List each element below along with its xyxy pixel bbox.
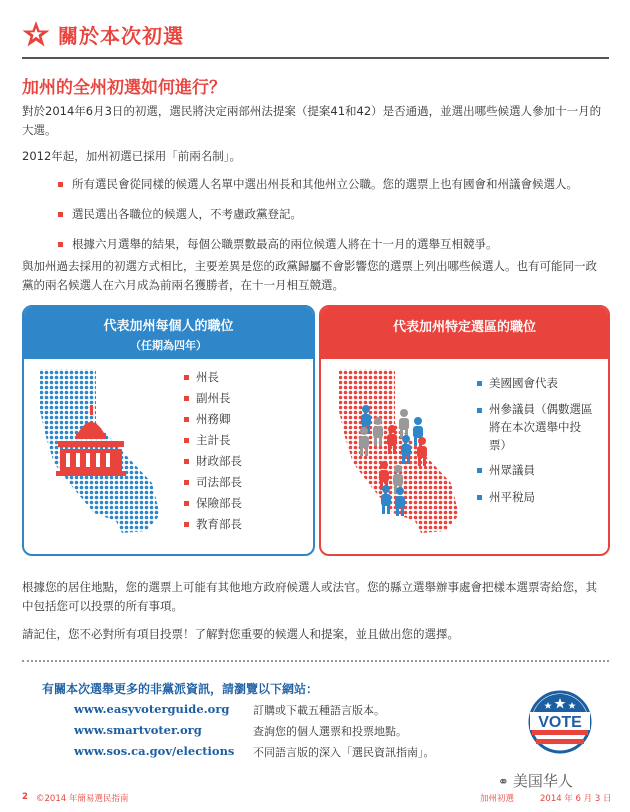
sos-elections-desc: 不同語言版的深入「選民資訊指南」。	[253, 746, 435, 759]
compare-paragraph: 與加州過去採用的初選方式相比，主要差異是您的政黨歸屬不會影響您的選票上列出哪些候選人。也有可能同一政黨的兩名候選人在六月成為前兩名獲勝者，在十一月相互競選。	[22, 259, 597, 292]
statewide-card-subtitle: （任期為四年）	[130, 339, 207, 352]
list-item: 州平稅局	[477, 487, 595, 508]
vote-badge-icon	[528, 690, 592, 754]
intro-paragraph: 對於2014年6月3日的初選，選民將決定兩部州法提案（提案41和42）是否通過，並選出哪些候選人參加十一月的大選。	[22, 104, 602, 137]
smartvoter-desc: 查詢您的個人選票和投票地點。	[253, 725, 407, 738]
bullet-square-icon	[184, 438, 189, 443]
bullet-square-icon	[477, 408, 482, 413]
list-item: 副州長	[184, 388, 242, 409]
easyvoterguide-link[interactable]: www.easyvoterguide.org	[74, 702, 230, 716]
list-item: 州眾議員	[477, 460, 595, 481]
ballot-paragraph: 根據您的居住地點，您的選票上可能有其他地方政府候選人或法官。您的縣立選舉辦事處會把樣本選票寄給您，其中包括您可以投票的所有事項。	[22, 580, 597, 613]
list-item: 所有選民會從同樣的候選人名單中選出州長和其他州立公職。您的選票上也有國會和州議會候選人。	[58, 176, 603, 193]
wechat-icon: ⚭	[498, 775, 509, 790]
list-item: 司法部長	[184, 472, 242, 493]
sos-elections-link[interactable]: www.sos.ca.gov/elections	[74, 744, 235, 758]
district-card-title: 代表加州特定選區的職位	[392, 320, 536, 335]
vote-badge-text: VOTE	[538, 714, 582, 731]
statewide-card	[22, 305, 315, 556]
statewide-card-title: 代表加州每個人的職位	[103, 319, 234, 334]
statewide-positions-list	[184, 367, 242, 535]
california-people-map-icon	[333, 365, 473, 549]
list-item: 州長	[184, 367, 242, 388]
bullet-square-icon	[477, 381, 482, 386]
section-title: 加州的全州初選如何進行？	[22, 78, 226, 98]
list-item: 財政部長	[184, 451, 242, 472]
bullet-square-icon	[58, 182, 63, 187]
list-item: 州參議員（偶數選區將在本次選舉中投票）	[477, 400, 595, 454]
district-positions-list	[477, 373, 595, 508]
resources-heading: 有關本次選舉更多的非黨派資訊，請瀏覽以下網站：	[42, 682, 319, 696]
since-paragraph: 2012年起，加州初選已採用「前兩名制」。	[22, 149, 242, 163]
page-number: 2	[22, 792, 28, 802]
bullet-square-icon	[477, 495, 482, 500]
list-item: 主計長	[184, 430, 242, 451]
copyright: ©2014 年簡易選民指南	[36, 794, 129, 804]
reminder-paragraph: 請記住，您不必對所有項目投票！了解對您重要的候選人和提案，並且做出您的選擇。	[22, 627, 459, 641]
list-item: 州務卿	[184, 409, 242, 430]
bullet-square-icon	[477, 468, 482, 473]
bullet-square-icon	[184, 501, 189, 506]
district-card	[319, 305, 610, 556]
footer-primary-label: 加州初選	[480, 794, 515, 804]
list-item: 選民選出各職位的候選人，不考慮政黨登記。	[58, 206, 603, 223]
list-item: 教育部長	[184, 514, 242, 535]
header-star-icon	[22, 20, 50, 48]
bullet-square-icon	[184, 522, 189, 527]
list-item: 根據六月選舉的結果，每個公職票數最高的兩位候選人將在十一月的選舉互相競爭。	[58, 236, 603, 253]
list-item: 保險部長	[184, 493, 242, 514]
bullet-square-icon	[184, 375, 189, 380]
easyvoterguide-desc: 訂購或下載五種語言版本。	[253, 704, 385, 717]
watermark: ⚭ 美国华人	[498, 772, 573, 790]
california-capitol-map-icon	[34, 365, 174, 549]
district-card-header	[321, 307, 608, 359]
bullet-square-icon	[184, 396, 189, 401]
bullet-square-icon	[184, 417, 189, 422]
footer-date: 2014 年 6 月 3 日	[540, 794, 612, 804]
bullet-square-icon	[58, 212, 63, 217]
smartvoter-link[interactable]: www.smartvoter.org	[74, 723, 202, 737]
statewide-card-header	[24, 307, 313, 359]
list-item: 美國國會代表	[477, 373, 595, 394]
rules-list	[58, 176, 603, 266]
bullet-square-icon	[184, 480, 189, 485]
bullet-square-icon	[58, 242, 63, 247]
header-divider	[22, 57, 609, 59]
page-title: 關於本次初選	[58, 24, 184, 48]
footer-divider	[22, 660, 609, 662]
bullet-square-icon	[184, 459, 189, 464]
